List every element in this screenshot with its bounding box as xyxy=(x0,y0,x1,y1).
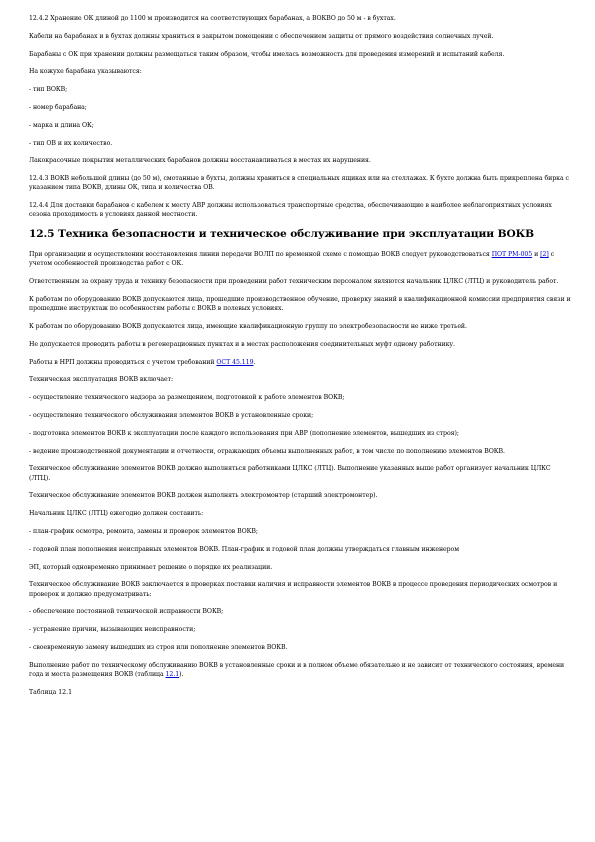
list-item-preparation: - подготовка элементов ВОКВ к эксплуатации после каждого использования при АВР (пополнение элементов, вышедших из строя); xyxy=(29,429,459,437)
link-table-12-1[interactable]: 12.1 xyxy=(165,670,180,678)
link-pot-rm-005[interactable]: ПОТ РМ-005 xyxy=(491,251,533,259)
paragraph-drum-placement: Барабаны с ОК при хранении должны размещаться таким образом, чтобы имелась возможность для проведения измерений и испытаний кабеля. xyxy=(29,50,505,58)
intro-text-before: При организации и осуществлении восстановления линии передачи ВОЛП по временной схеме с помощью ВОКВ следует руководствоваться xyxy=(29,251,492,259)
paragraph-intro xyxy=(29,250,571,268)
list-item-cable-brand: - марка и длина ОК; xyxy=(29,121,94,129)
paragraph-12-4-2: 12.4.2 Хранение ОК длиной до 1100 м производится на соответствующих барабанах, а ВОКВО до 50 м - в бухтах. xyxy=(29,15,396,22)
paragraph-storage-room: Кабели на барабанах и в бухтах должны храниться в закрытом помещении с обеспечением защиты от прямого воздействия солнечных лучей. xyxy=(29,32,494,40)
list-item-drum-number: - номер барабана; xyxy=(29,103,87,111)
paragraph-paint-coatings: Лакокрасочные покрытия металлических барабанов должны восстанавливаться в местах их нарушения. xyxy=(29,157,371,165)
list-item-supervision: - осуществление технического надзора за размещением, подготовкой к работе элементов ВОКВ; xyxy=(29,394,345,402)
paragraph-operation-includes: Техническая эксплуатация ВОКВ включает: xyxy=(29,376,174,384)
final-text-after: ). xyxy=(179,670,184,678)
paragraph-12-4-4: 12.4.4 Для доставки барабанов с кабелем к месту АВР должны использоваться транспортные средства, обеспечивающие в наиболее неблагоприятных условиях сезона проходимость в условиях данной местности. xyxy=(29,202,552,219)
nrp-text-after: . xyxy=(253,358,256,366)
intro-text-after: с учетом особенностей производства работ с ОК. xyxy=(29,251,555,268)
paragraph-maintenance-checks: Техническое обслуживание ВОКВ заключается в проверках поставки наличия и исправности элементов ВОКВ в процессе проведения периодических осмотров и проверок и должно предусматривать: xyxy=(29,581,558,598)
list-item-schedule: - план-график осмотра, ремонта, замены и проверок элементов ВОКВ; xyxy=(29,527,258,535)
link-ost-45-119[interactable]: ОСТ 45.119 xyxy=(216,358,254,366)
list-item-fault-causes: - устранение причин, вызывающих неисправности; xyxy=(29,626,196,634)
paragraph-12-4-3: 12.4.3 ВОКВ небольшой длины (до 50 м), смотанные в бухты, должны храниться в специальных ящиках или на стеллажах. К бухте должна быть прикреплена бирка с указанием типа ВОКВ, длины ОК, типа и количества ОВ. xyxy=(29,175,569,192)
paragraph-drum-marking-intro: На кожухе барабана указываются: xyxy=(29,68,142,76)
paragraph-annual-plans: Начальник ЦЛКС (ЛТЦ) ежегодно должен составить: xyxy=(29,510,204,518)
section-heading: 12.5 Техника безопасности и техническое обслуживание при эксплуатации ВОКВ xyxy=(29,228,535,241)
paragraph-responsible: Ответственным за охрану труда и технику безопасности при проведении работ техническим персоналом являются начальник ЦЛКС (ЛТЦ) и руководитель работ. xyxy=(29,278,559,286)
list-item-serviceability: - обеспечение постоянной технической исправности ВОКВ; xyxy=(29,608,224,616)
table-caption: Таблица 12.1 xyxy=(29,688,73,696)
paragraph-electrician: Техническое обслуживание элементов ВОКВ должен выполнять электромонтер (старший электромонтер). xyxy=(29,492,378,500)
paragraph-admission-group: К работам по оборудованию ВОКВ допускаются лица, имеющие квалификационную группу по электробезопасности не ниже третьей. xyxy=(29,322,467,330)
list-item-annual-plan: - годовой план пополнения неисправных элементов ВОКВ. План-график и годовой план должны утверждаться главным инженером xyxy=(29,545,459,553)
list-item-documentation: - ведение производственной документации и отчетности, отражающих объемы выполненных работ, в том числе по пополнению элементов ВОКВ. xyxy=(29,447,505,455)
link-reference-2[interactable]: [2] xyxy=(540,251,549,259)
paragraph-ep-decision: ЭП, который одновременно принимает решение о порядке их реализации. xyxy=(29,563,273,571)
list-item-vokv-type: - тип ВОКВ; xyxy=(29,86,68,94)
paragraph-mandatory-maintenance xyxy=(29,661,571,679)
paragraph-maintenance-staff: Техническое обслуживание элементов ВОКВ должно выполняться работниками ЦЛКС (ЛТЦ). Выполнение указанных выше работ организует начальник ЦЛКС (ЛТЦ). xyxy=(29,465,551,482)
paragraph-single-worker: Не допускается проводить работы в регенерационных пунктах и в местах расположения соединительных муфт одному работнику. xyxy=(29,340,455,348)
list-item-fiber-type: - тип ОВ и их количество. xyxy=(29,139,113,147)
nrp-text-before: Работы в НРП должны проводиться с учетом требований xyxy=(29,358,217,366)
intro-text-between: и xyxy=(532,251,541,259)
paragraph-admission-training: К работам по оборудованию ВОКВ допускаются лица, прошедшие производственное обучение, проверку знаний в квалификационной комиссии предприятия связи и прошедшие инструктаж по особенностям работы с ВОКВ в полевых условиях. xyxy=(29,295,571,313)
paragraph-nrp xyxy=(29,358,571,367)
list-item-maintenance: - осуществление технического обслуживания элементов ВОКВ в установленные сроки; xyxy=(29,411,314,419)
document-body xyxy=(29,14,571,697)
final-text-before: Выполнение работ по техническому обслуживанию ВОКВ в установленные сроки и в полном объеме обязательно и не зависит от технического состояния, времени года и места размещения ВОКВ (таблица xyxy=(29,661,565,678)
list-item-replacement: - своевременную замену вышедших из строя или пополнение элементов ВОКВ. xyxy=(29,643,288,651)
